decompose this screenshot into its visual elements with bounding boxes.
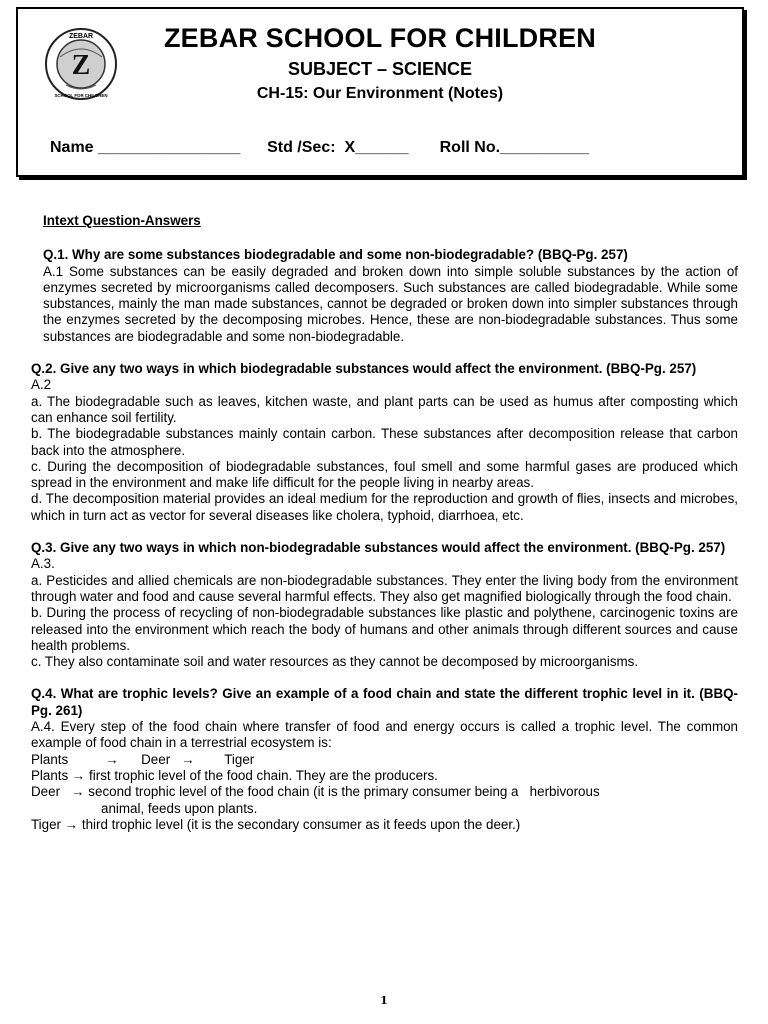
answer-2a: a. The biodegradable such as leaves, kitchen waste, and plant parts can be used as humus after composting which can enhance soil fertility. <box>31 393 738 425</box>
answer-1: A.1 Some substances can be easily degraded and broken down into simple soluble substances by the action of enzymes secreted by microorganisms called decomposers. Such substances are called biodegradable. While some substances, mainly the man made substances, cannot be degraded or broken down into simpler substances through the enzymes secreted by the decomposing microbes. Hence, these are non-biodegradable substances. Thus some substances are biodegradable and some non-biodegradable. <box>43 263 738 344</box>
food-chain: Plants → Deer → Tiger <box>31 751 255 767</box>
subject-title: SUBJECT – SCIENCE <box>287 59 473 79</box>
logo-subtext: SCHOOL FOR CHILDREN <box>54 93 108 98</box>
std-value[interactable]: X______ <box>344 139 409 156</box>
logo-text: ZEBAR <box>68 33 94 40</box>
trophic-tiger: Tiger → third trophic level (it is the secondary consumer as it feeds upon the deer.) <box>31 816 521 832</box>
notes-content <box>31 213 738 849</box>
answer-2c: c. During the decomposition of biodegradable substances, foul smell and some harmful gases are produced which spread in the environment and make life difficult for the people living in nearby areas. <box>31 458 738 491</box>
std-label: Std /Sec: <box>267 139 336 156</box>
trophic-deer-cont: animal, feeds upon plants. <box>101 800 258 816</box>
school-name: ZEBAR SCHOOL FOR CHILDREN <box>163 23 596 53</box>
question-3: Q.3. Give any two ways in which non-biodegradable substances would affect the environment. (BBQ-Pg. 257) <box>31 540 726 556</box>
answer-3a: a. Pesticides and allied chemicals are non-biodegradable substances. They enter the living body from the environment through water and food and cause several harmful effects. They also get magnified biologically through the food chain. <box>31 572 738 604</box>
trophic-deer: Deer → second trophic level of the food chain (it is the primary consumer being a herbivorous <box>31 784 600 800</box>
qa-3 <box>31 540 738 670</box>
question-2: Q.2. Give any two ways in which biodegradable substances would affect the environment. (BBQ-Pg. 257) <box>31 361 697 377</box>
name-label: Name <box>50 139 94 156</box>
section-title: Intext Question-Answers <box>43 213 201 228</box>
answer-3c: c. They also contaminate soil and water resources as they cannot be decomposed by microorganisms. <box>31 654 639 670</box>
student-fields <box>50 139 589 157</box>
answer-2-label: A.2 <box>31 377 52 393</box>
question-4: Q.4. What are trophic levels? Give an example of a food chain and state the different trophic level in it. (BBQ-Pg. 261) <box>31 686 738 718</box>
qa-4 <box>31 686 738 833</box>
page-number: 1 <box>380 994 388 1007</box>
roll-blank[interactable]: __________ <box>500 139 590 156</box>
answer-4: A.4. Every step of the food chain where transfer of food and energy occurs is called a trophic level. The common example of food chain in a terrestrial ecosystem is: <box>31 719 738 751</box>
name-blank[interactable]: ________________ <box>98 139 241 156</box>
answer-3-label: A.3. <box>31 556 55 572</box>
header-box <box>16 7 744 177</box>
trophic-plants: Plants → first trophic level of the food chain. They are the producers. <box>31 767 438 783</box>
roll-label: Roll No. <box>439 139 501 156</box>
chapter-title: CH-15: Our Environment (Notes) <box>256 85 504 102</box>
question-1: Q.1. Why are some substances biodegradable and some non-biodegradable? (BBQ-Pg. 257) <box>43 247 628 263</box>
answer-3b: b. During the process of recycling of non-biodegradable substances like plastic and polythene, carcinogenic toxins are released into the environment which reach the body of humans and other animals through different sources and cause health problems. <box>31 605 738 653</box>
answer-2b: b. The biodegradable substances mainly contain carbon. These substances after decomposition release that carbon back into the atmosphere. <box>31 426 738 458</box>
answer-2d: d. The decomposition material provides an ideal medium for the reproduction and growth of flies, insects and microbes, which in turn act as vector for several diseases like cholera, typhoid, diarrhoea, etc. <box>31 491 738 523</box>
logo-mark: Z <box>71 50 91 81</box>
qa-2 <box>31 361 738 524</box>
qa-1 <box>31 247 738 345</box>
